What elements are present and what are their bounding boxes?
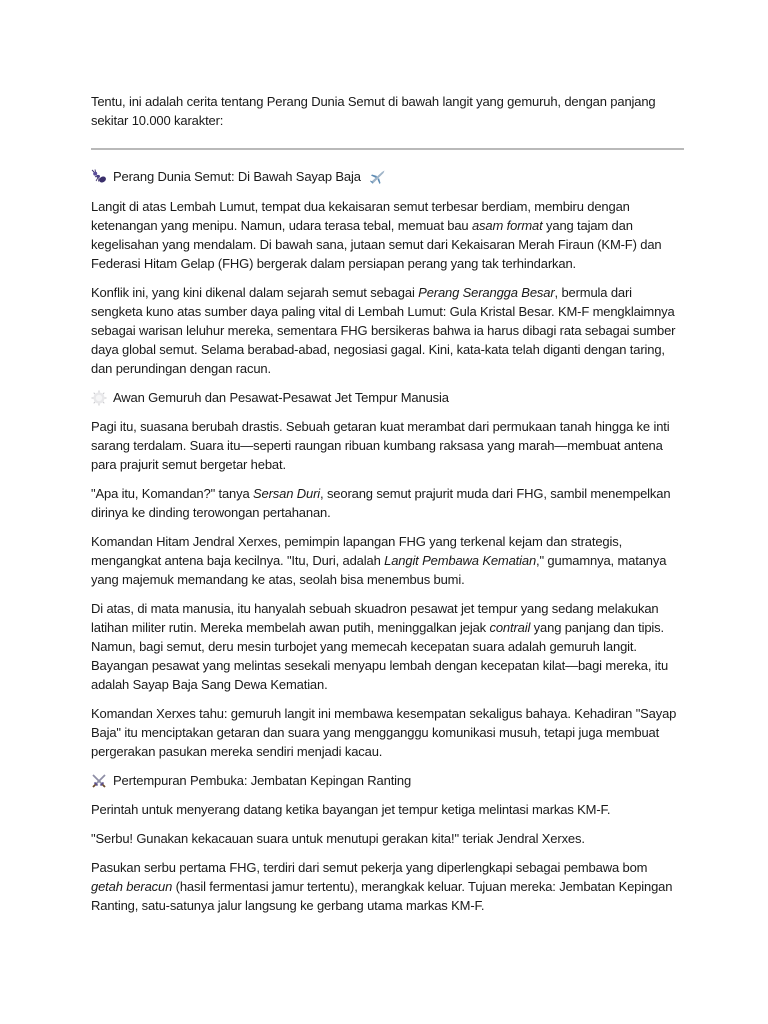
paragraph-3: Pagi itu, suasana berubah drastis. Sebuah getaran kuat merambat dari permukaan tanah hingga ke inti sarang terdalam. Suara itu—seperti raungan ribuan kumbang raksasa yang marah—membuat antena para prajurit semut bergetar hebat. (91, 419, 670, 472)
paragraph-7: Komandan Xerxes tahu: gemuruh langit ini membawa kesempatan sekaligus bahaya. Kehadiran "Sayap Baja" itu menciptakan getaran dan suara yang mengganggu komunikasi musuh, tetapi juga membuat pergerakan pasukan mereka sendiri menjadi kacau. (91, 706, 677, 759)
paragraph-5: Komandan Hitam Jendral Xerxes, pemimpin lapangan FHG yang terkenal kejam dan strategis, mengangkat antena baja kecilnya. "Itu, Duri, adalah Langit Pembawa Kematian," gumamnya, matanya yang majemuk memandang ke atas, seolah bisa menembus bumi. (91, 534, 667, 587)
document-body (91, 92, 681, 925)
paragraph-9: "Serbu! Gunakan kekacauan suara untuk menutupi gerakan kita!" teriak Jendral Xerxes. (91, 831, 585, 846)
section-heading-2-text: Pertempuran Pembuka: Jembatan Kepingan Ranting (113, 773, 412, 788)
intro-paragraph: Tentu, ini adalah cerita tentang Perang Dunia Semut di bawah langit yang gemuruh, dengan panjang sekitar 10.000 karakter: (91, 94, 656, 128)
paragraph-6: Di atas, di mata manusia, itu hanyalah sebuah skuadron pesawat jet tempur yang sedang melakukan latihan militer rutin. Mereka membelah awan putih, meninggalkan jejak contrail yang panjang dan tipis. Namun, bagi semut, deru mesin turbojet yang memecah kecepatan suara adalah gemuruh langit. Bayangan pesawat yang melintas sesekali menyapu lembah dengan kecepatan kilat—bagi mereka, itu adalah Sayap Baja Sang Dewa Kematian. (91, 601, 669, 692)
story-title (91, 167, 681, 186)
ant-icon (91, 169, 107, 185)
paragraph-1: Langit di atas Lembah Lumut, tempat dua kekaisaran semut terbesar berdiam, membiru dengan ketenangan yang menipu. Namun, udara terasa tebal, memuat bau asam format yang tajam dan kegelisahan yang mendalam. Di bawah sana, jutaan semut dari Kekaisaran Merah Firaun (KM-F) dan Federasi Hitam Gelap (FHG) bergerak dalam persiapan perang yang tak terhindarkan. (91, 199, 662, 271)
airplane-icon (369, 169, 387, 185)
story-title-text: Perang Dunia Semut: Di Bawah Sayap Baja (113, 169, 361, 184)
section-heading-1 (91, 388, 681, 407)
paragraph-8: Perintah untuk menyerang datang ketika bayangan jet tempur ketiga melintasi markas KM-F. (91, 802, 611, 817)
section-heading-1-text: Awan Gemuruh dan Pesawat-Pesawat Jet Tempur Manusia (113, 390, 449, 405)
paragraph-4: "Apa itu, Komandan?" tanya Sersan Duri, seorang semut prajurit muda dari FHG, sambil menempelkan dirinya ke dinding terowongan pertahanan. (91, 486, 671, 520)
section-heading-2 (91, 771, 681, 790)
horizontal-rule (91, 148, 684, 150)
paragraph-10: Pasukan serbu pertama FHG, terdiri dari semut pekerja yang diperlengkapi sebagai pembawa bom getah beracun (hasil fermentasi jamur tertentu), merangkak keluar. Tujuan mereka: Jembatan Kepingan Ranting, satu-satunya jalur langsung ke gerbang utama markas KM-F. (91, 860, 673, 913)
crossed-swords-icon (91, 773, 107, 789)
cloud-burst-icon (91, 390, 107, 406)
paragraph-2: Konflik ini, yang kini dikenal dalam sejarah semut sebagai Perang Serangga Besar, bermula dari sengketa kuno atas sumber daya paling vital di Lembah Lumut: Gula Kristal Besar. KM-F mengklaimnya sebagai warisan leluhur mereka, sementara FHG bersikeras bahwa ia harus dibagi rata sebagai sumber daya global semut. Selama berabad-abad, negosiasi gagal. Kini, kata-kata telah diganti dengan taring, dan perundingan dengan racun. (91, 285, 676, 376)
